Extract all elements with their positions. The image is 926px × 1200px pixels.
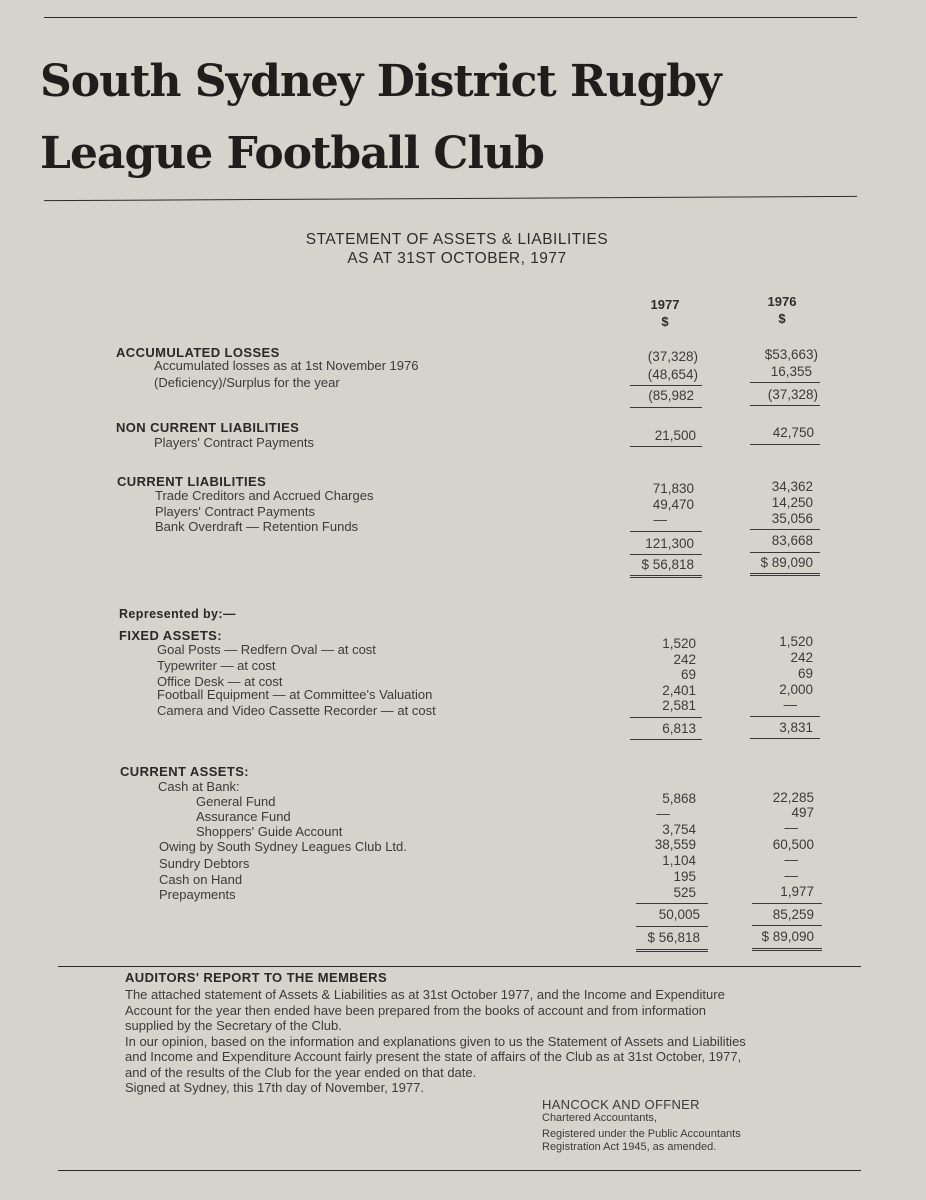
- fa-1976-football-equipment: 2,000: [779, 682, 813, 697]
- cl-1976-subtotal-underline: [750, 552, 820, 553]
- al-1977-underline: [630, 385, 702, 386]
- represented-by-label: Represented by:—: [119, 607, 236, 621]
- cl-1976-trade: 34,362: [771, 479, 813, 494]
- column-1976-currency: $: [778, 311, 786, 326]
- cl-1977-subtotal: 121,300: [645, 536, 694, 551]
- ca-1977-subtotal: 50,005: [658, 907, 700, 922]
- cl-1977-trade: 71,830: [652, 481, 694, 496]
- ca-1976-assurance-fund: 497: [791, 805, 814, 820]
- cl-1976-total: $ 89,090: [760, 555, 813, 570]
- club-title-line2: League Football Club: [40, 128, 544, 179]
- al-1976-underline: [750, 382, 820, 383]
- ca-1977-prepayments: 525: [673, 885, 696, 900]
- al-1977-result: (48,654): [647, 367, 698, 382]
- fa-1976-typewriter: 242: [790, 650, 813, 665]
- ncl-1976-value: 42,750: [772, 425, 814, 440]
- ca-1977-sundry-debtors: 1,104: [662, 853, 696, 868]
- ca-1976-total-double-underline: [752, 948, 822, 951]
- auditors-line-7: Signed at Sydney, this 17th day of November, 1977.: [125, 1080, 424, 1095]
- ncl-1977-value: 21,500: [654, 428, 696, 443]
- auditors-line-1: The attached statement of Assets & Liabilities as at 31st October 1977, and the Income and Expenditure: [125, 987, 725, 1002]
- current-liabilities-line3: Bank Overdraft — Retention Funds: [155, 519, 359, 534]
- cash-at-bank-label: Cash at Bank:: [158, 779, 240, 794]
- statement-title-line1: STATEMENT OF ASSETS & LIABILITIES: [305, 231, 609, 248]
- club-title-line1: South Sydney District Rugby: [40, 56, 721, 107]
- fixed-assets-heading: FIXED ASSETS:: [119, 628, 222, 643]
- fa-1977-football-equipment: 2,401: [662, 683, 696, 698]
- ca-1976-sundry-debtors: —: [784, 852, 798, 867]
- column-1976-year: 1976: [767, 294, 797, 309]
- accumulated-losses-heading: ACCUMULATED LOSSES: [116, 345, 280, 360]
- ca-1977-subtotal-underline: [636, 926, 708, 927]
- cl-1976-total-double-underline: [750, 573, 820, 576]
- al-1976-total-underline: [750, 405, 820, 406]
- ca-1976-cash-on-hand: —: [784, 868, 798, 883]
- statement-title: [262, 230, 652, 268]
- current-liabilities-line2: Players' Contract Payments: [155, 504, 315, 519]
- auditor-firm-name: HANCOCK AND OFFNER: [542, 1097, 700, 1112]
- column-1977-year: 1977: [650, 297, 680, 312]
- ca-1977-underline: [636, 903, 708, 904]
- ca-1976-subtotal: 85,259: [772, 907, 814, 922]
- fixed-asset-typewriter: Typewriter — at cost: [157, 658, 276, 673]
- al-1977-total-underline: [630, 407, 702, 408]
- auditors-line-2: Account for the year then ended have been prepared from the books of account and from information: [125, 1003, 707, 1018]
- fa-1976-goal-posts: 1,520: [779, 634, 813, 649]
- bank-assurance-fund: Assurance Fund: [196, 809, 291, 824]
- fa-1977-total: 6,813: [662, 721, 696, 736]
- al-1976-opening: $53,663): [764, 347, 818, 362]
- ca-cash-on-hand: Cash on Hand: [159, 872, 243, 887]
- ca-1977-shoppers-guide: 3,754: [662, 822, 696, 837]
- fa-1977-office-desk: 69: [680, 667, 696, 682]
- cl-1976-overdraft: 35,056: [771, 511, 813, 526]
- accumulated-losses-line2: (Deficiency)/Surplus for the year: [154, 375, 340, 390]
- fa-1976-office-desk: 69: [797, 666, 813, 681]
- fa-1977-goal-posts: 1,520: [662, 636, 696, 651]
- cl-1977-players: 49,470: [652, 497, 694, 512]
- auditor-firm-line-1: Chartered Accountants,: [542, 1112, 657, 1124]
- fa-1976-total: 3,831: [779, 720, 813, 735]
- auditors-line-3: supplied by the Secretary of the Club.: [125, 1018, 342, 1033]
- fixed-asset-goal-posts: Goal Posts — Redfern Oval — at cost: [157, 642, 376, 657]
- cl-1976-players: 14,250: [771, 495, 813, 510]
- ca-1976-general-fund: 22,285: [772, 790, 814, 805]
- al-1977-opening: (37,328): [647, 349, 698, 364]
- auditors-line-5: and Income and Expenditure Account fairly present the state of affairs of the Club as at 31st October, 1977,: [125, 1049, 742, 1064]
- title-rule: [44, 196, 857, 201]
- ca-1976-total: $ 89,090: [761, 929, 814, 944]
- ca-1977-total-double-underline: [636, 949, 708, 952]
- fa-1977-underline: [630, 717, 702, 718]
- fa-1976-total-underline: [750, 738, 820, 739]
- top-rule: [44, 17, 857, 18]
- ca-1977-cash-on-hand: 195: [673, 869, 696, 884]
- bank-shoppers-guide: Shoppers' Guide Account: [196, 824, 343, 839]
- fa-1976-underline: [750, 716, 820, 717]
- fixed-asset-office-desk: Office Desk — at cost: [157, 674, 283, 689]
- ca-1976-shoppers-guide: —: [784, 820, 798, 835]
- fa-1977-camera: 2,581: [662, 698, 696, 713]
- ca-1976-subtotal-underline: [752, 925, 822, 926]
- ca-1977-assurance-fund: —: [656, 806, 670, 821]
- auditors-line-6: and of the results of the Club for the year ended on that date.: [125, 1065, 477, 1080]
- ca-owing-leagues-club: Owing by South Sydney Leagues Club Ltd.: [159, 839, 407, 854]
- ca-prepayments: Prepayments: [159, 887, 236, 902]
- cl-1976-underline: [750, 529, 820, 530]
- bank-general-fund: General Fund: [196, 794, 276, 809]
- ca-1976-owing-leagues-club: 60,500: [772, 837, 814, 852]
- column-1977-header: [625, 296, 705, 330]
- auditor-firm-line-2: Registered under the Public Accountants: [542, 1128, 741, 1140]
- ca-1977-total: $ 56,818: [647, 930, 700, 945]
- statement-title-line2: AS AT 31ST OCTOBER, 1977: [347, 250, 567, 267]
- cl-1977-subtotal-underline: [630, 554, 702, 555]
- fa-1976-camera: —: [783, 697, 797, 712]
- ca-1977-owing-leagues-club: 38,559: [654, 837, 696, 852]
- al-1977-total: (85,982: [648, 388, 694, 403]
- auditors-top-rule: [58, 966, 861, 967]
- al-1976-result: 16,355: [770, 364, 812, 379]
- bottom-rule: [58, 1170, 861, 1171]
- cl-1977-overdraft: —: [653, 512, 667, 527]
- column-1976-header: [742, 293, 822, 327]
- non-current-liabilities-heading: NON CURRENT LIABILITIES: [116, 420, 300, 435]
- current-assets-heading: CURRENT ASSETS:: [120, 764, 250, 779]
- ca-1976-underline: [752, 903, 822, 904]
- fixed-asset-football-equipment: Football Equipment — at Committee's Valuation: [157, 687, 433, 702]
- auditors-report-heading: AUDITORS' REPORT TO THE MEMBERS: [125, 970, 388, 985]
- cl-1977-total-double-underline: [630, 575, 702, 578]
- ncl-1977-underline: [630, 446, 702, 447]
- al-1976-total: (37,328): [767, 387, 818, 402]
- ncl-1976-underline: [750, 444, 820, 445]
- cl-1977-underline: [630, 531, 702, 532]
- ca-1976-prepayments: 1,977: [780, 884, 814, 899]
- fa-1977-typewriter: 242: [673, 652, 696, 667]
- ca-1977-general-fund: 5,868: [662, 791, 696, 806]
- current-liabilities-line1: Trade Creditors and Accrued Charges: [155, 488, 374, 503]
- cl-1976-subtotal: 83,668: [771, 533, 813, 548]
- column-1977-currency: $: [661, 314, 669, 329]
- cl-1977-total: $ 56,818: [641, 557, 694, 572]
- auditor-firm-line-3: Registration Act 1945, as amended.: [542, 1141, 717, 1153]
- ca-sundry-debtors: Sundry Debtors: [159, 856, 250, 871]
- current-liabilities-heading: CURRENT LIABILITIES: [117, 474, 267, 489]
- non-current-liabilities-line1: Players' Contract Payments: [154, 435, 314, 450]
- fixed-asset-camera: Camera and Video Cassette Recorder — at cost: [157, 703, 436, 718]
- auditors-line-4: In our opinion, based on the information and explanations given to us the Statement of Assets and Liabilities: [125, 1034, 746, 1049]
- fa-1977-total-underline: [630, 739, 702, 740]
- accumulated-losses-line1: Accumulated losses as at 1st November 1976: [154, 358, 419, 373]
